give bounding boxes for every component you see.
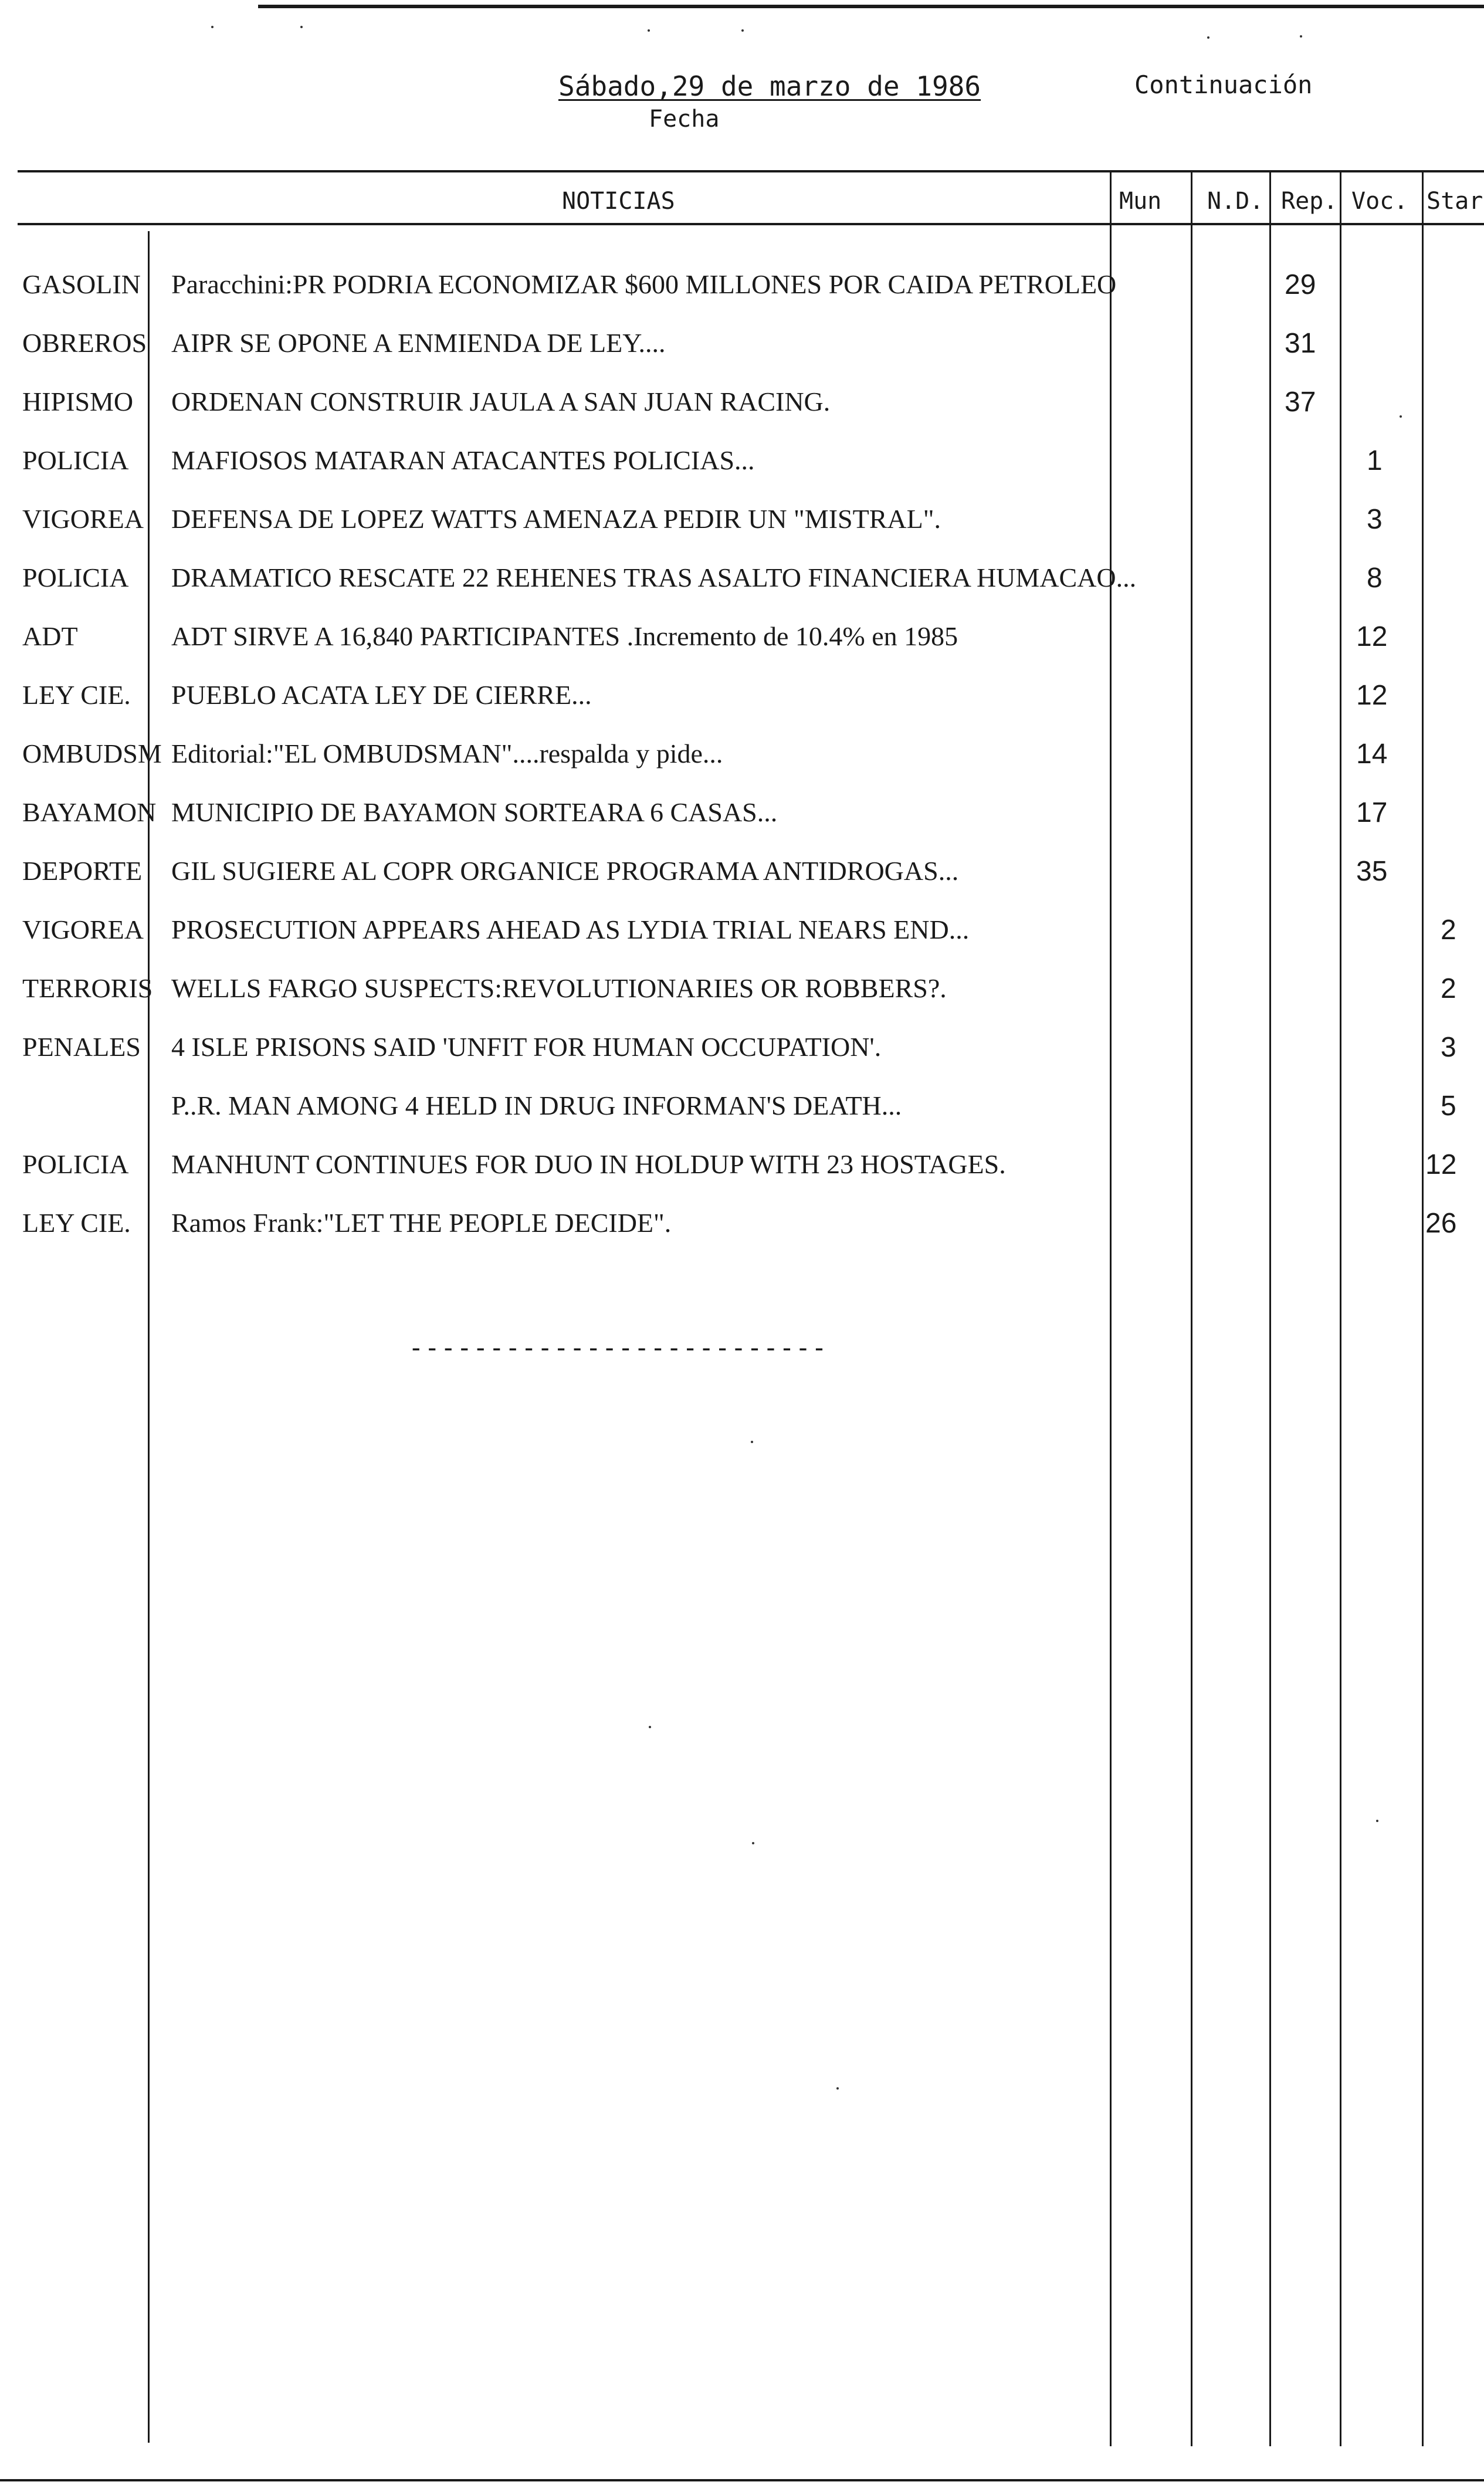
row-category: BAYAMON: [22, 797, 157, 827]
page-date-text: Sábado,29 de marzo de 1986: [558, 70, 981, 102]
row-headline: DEFENSA DE LOPEZ WATTS AMENAZA PEDIR UN "MISTRAL".: [171, 504, 941, 534]
row-headline: AIPR SE OPONE A ENMIENDA DE LEY....: [171, 328, 666, 358]
row-voc-page: 8: [1367, 563, 1383, 594]
row-star-page: 12: [1425, 1149, 1457, 1180]
row-category: ADT: [22, 621, 78, 651]
row-voc-page: 12: [1356, 621, 1388, 652]
row-category: PENALES: [22, 1032, 141, 1062]
table-header-line: [18, 223, 1484, 225]
row-category: TERRORIS: [22, 973, 153, 1003]
row-rep-page: 31: [1285, 328, 1316, 359]
row-category: VIGOREA: [22, 504, 144, 534]
continuation-label: Continuación: [1134, 70, 1313, 99]
row-headline: DRAMATICO RESCATE 22 REHENES TRAS ASALTO FINANCIERA HUMACAO...: [171, 563, 1137, 592]
column-header-nd: N.D.: [1207, 188, 1264, 215]
row-voc-page: 14: [1356, 739, 1388, 770]
row-headline: ADT SIRVE A 16,840 PARTICIPANTES .Incremento de 10.4% en 1985: [171, 621, 958, 651]
row-headline: Paracchini:PR PODRIA ECONOMIZAR $600 MILLONES POR CAIDA PETROLEO: [171, 269, 1117, 299]
row-headline: ORDENAN CONSTRUIR JAULA A SAN JUAN RACING.: [171, 387, 831, 417]
end-separator: --------------------------: [408, 1333, 828, 1363]
scan-speck: [836, 2087, 839, 2090]
page-date: [558, 70, 981, 102]
column-header-mun: Mun: [1119, 188, 1162, 215]
table-top-line: [18, 170, 1484, 172]
row-category: POLICIA: [22, 1149, 129, 1179]
top-border-line: [258, 5, 1484, 8]
row-star-page: 3: [1441, 1032, 1456, 1063]
row-category: DEPORTE: [22, 856, 143, 886]
scan-speck: [648, 29, 650, 32]
row-star-page: 2: [1441, 973, 1456, 1004]
row-star-page: 2: [1441, 915, 1456, 946]
column-header-star: Star: [1427, 188, 1483, 215]
row-category: LEY CIE.: [22, 680, 131, 710]
row-headline: MAFIOSOS MATARAN ATACANTES POLICIAS...: [171, 445, 755, 475]
row-category: OBREROS: [22, 328, 147, 358]
row-rep-page: 37: [1285, 387, 1316, 418]
row-headline: 4 ISLE PRISONS SAID 'UNFIT FOR HUMAN OCCUPATION'.: [171, 1032, 882, 1062]
scan-speck: [1400, 415, 1402, 418]
row-rep-page: 29: [1285, 269, 1316, 300]
row-category: OMBUDSM: [22, 739, 162, 768]
scan-speck: [1300, 35, 1302, 38]
row-star-page: 26: [1425, 1208, 1457, 1239]
column-header-rep: Rep.: [1281, 188, 1338, 215]
row-category: HIPISMO: [22, 387, 134, 417]
row-headline: GIL SUGIERE AL COPR ORGANICE PROGRAMA ANTIDROGAS...: [171, 856, 959, 886]
row-headline: Ramos Frank:"LET THE PEOPLE DECIDE".: [171, 1208, 672, 1238]
nd-column-divider: [1191, 170, 1192, 2446]
column-header-noticias: NOTICIAS: [562, 188, 675, 215]
row-voc-page: 17: [1356, 797, 1388, 828]
scan-speck: [1376, 1820, 1378, 1822]
scan-speck: [752, 1842, 754, 1844]
scan-speck: [741, 29, 744, 32]
category-column-divider: [148, 231, 150, 2443]
column-header-voc: Voc.: [1351, 188, 1408, 215]
scan-speck: [1207, 36, 1209, 39]
voc-column-divider: [1340, 170, 1341, 2446]
row-headline: WELLS FARGO SUSPECTS:REVOLUTIONARIES OR ROBBERS?.: [171, 973, 947, 1003]
row-headline: Editorial:"EL OMBUDSMAN"....respalda y pide...: [171, 739, 723, 768]
star-column-divider: [1422, 170, 1424, 2446]
row-headline: MANHUNT CONTINUES FOR DUO IN HOLDUP WITH 23 HOSTAGES.: [171, 1149, 1006, 1179]
table-bottom-line: [0, 2479, 1484, 2481]
date-caption: Fecha: [649, 106, 720, 133]
scan-speck: [211, 26, 214, 28]
row-headline: PROSECUTION APPEARS AHEAD AS LYDIA TRIAL NEARS END...: [171, 915, 970, 944]
scan-speck: [649, 1726, 651, 1728]
row-category: LEY CIE.: [22, 1208, 131, 1238]
row-voc-page: 35: [1356, 856, 1388, 887]
row-category: VIGOREA: [22, 915, 144, 944]
rep-column-divider: [1269, 170, 1271, 2446]
scan-speck: [300, 26, 303, 28]
row-category: POLICIA: [22, 445, 129, 475]
row-star-page: 5: [1441, 1091, 1456, 1122]
mun-column-divider: [1110, 170, 1112, 2446]
row-voc-page: 12: [1356, 680, 1388, 711]
row-headline: PUEBLO ACATA LEY DE CIERRE...: [171, 680, 592, 710]
row-category: GASOLIN: [22, 269, 141, 299]
scan-speck: [751, 1441, 753, 1443]
row-category: POLICIA: [22, 563, 129, 592]
row-headline: MUNICIPIO DE BAYAMON SORTEARA 6 CASAS...: [171, 797, 778, 827]
row-headline: P..R. MAN AMONG 4 HELD IN DRUG INFORMAN'S DEATH...: [171, 1091, 902, 1120]
row-voc-page: 1: [1367, 445, 1383, 476]
row-voc-page: 3: [1367, 504, 1383, 535]
